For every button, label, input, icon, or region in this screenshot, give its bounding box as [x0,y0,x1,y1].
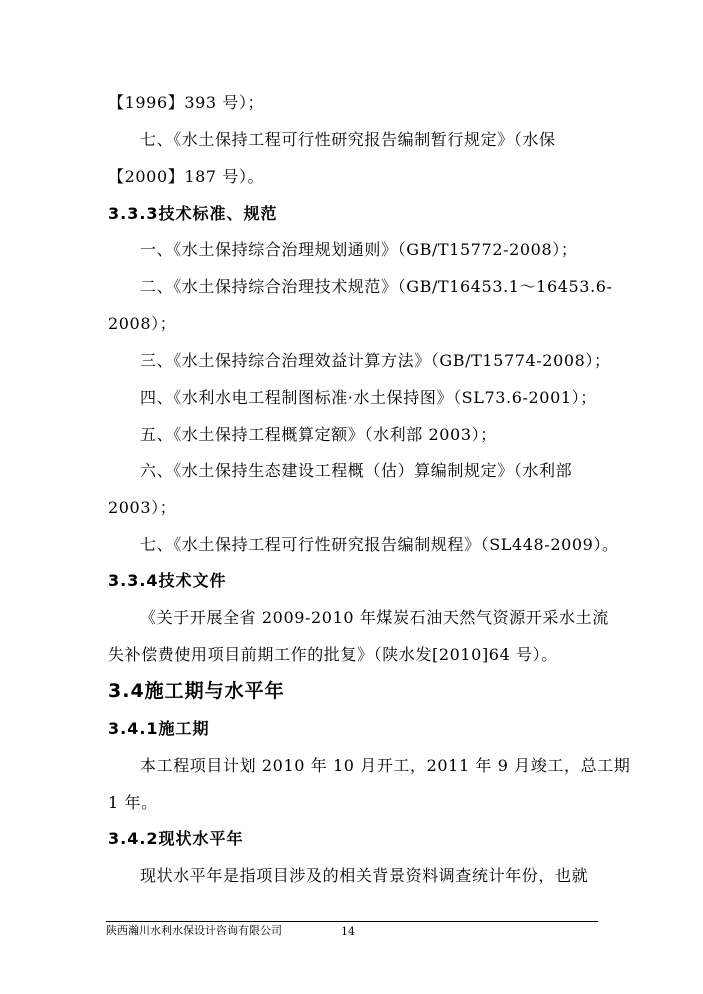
text-line: 七、《水土保持工程可行性研究报告编制暂行规定》（水保 [140,130,556,149]
text-line: 2008）； [108,314,177,333]
text-line: 六、《水土保持生态建设工程概（估）算编制规定》（水利部 [140,461,573,480]
text-line: 【2000】187 号）。 [108,167,265,186]
section-heading-3-3-4: 3.3.4技术文件 [108,571,227,590]
text-line: 七、《水土保持工程可行性研究报告编制规程》（SL448-2009）。 [140,535,619,554]
text-line: 1 年。 [108,793,158,812]
text-line: 二、《水土保持综合治理技术规范》（GB/T16453.1～16453.6- [140,277,613,296]
section-heading-3-3-3: 3.3.3技术标准、规范 [108,204,278,223]
section-heading-3-4-1: 3.4.1施工期 [108,719,210,738]
text-line: 失补偿费使用项目前期工作的批复》（陕水发[2010]64 号）。 [108,645,558,664]
text-line: 2003）； [108,498,177,517]
section-heading-3-4: 3.4施工期与水平年 [108,680,285,702]
text-line: 四、《水利水电工程制图标准·水土保持图》（SL73.6-2001）； [140,388,597,407]
text-line: 一、《水土保持综合治理规划通则》（GB/T15772-2008）； [140,240,578,259]
text-line: 本工程项目计划 2010 年 10 月开工，2011 年 9 月竣工，总工期 [140,756,631,775]
text-line: 现状水平年是指项目涉及的相关背景资料调查统计年份，也就 [140,866,589,885]
footer-divider [106,921,598,922]
section-heading-3-4-2: 3.4.2现状水平年 [108,829,244,848]
text-line: 《关于开展全省 2009-2010 年煤炭石油天然气资源开采水土流 [140,608,609,627]
footer-company: 陕西瀚川水利水保设计咨询有限公司 [106,924,282,937]
page-number: 14 [341,925,355,938]
text-line: 五、《水土保持工程概算定额》（水利部 2003）； [140,425,497,444]
text-line: 【1996】393 号）； [108,93,265,112]
text-line: 三、《水土保持综合治理效益计算方法》（GB/T15774-2008）； [140,351,611,370]
